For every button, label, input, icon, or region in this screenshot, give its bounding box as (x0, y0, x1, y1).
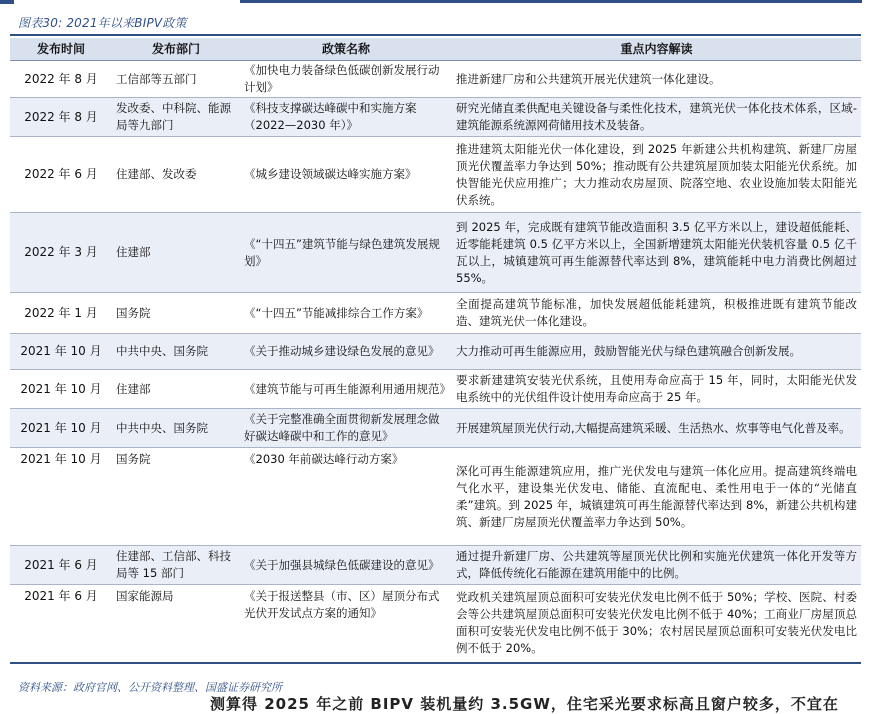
table-row (10, 546, 861, 585)
table-row (10, 448, 861, 546)
policy-table (10, 38, 861, 664)
column-header-dept: 发布部门 (112, 38, 240, 61)
cell-policy: 《关于推动城乡建设绿色发展的意见》 (240, 334, 452, 370)
cell-content: 要求新建建筑安装光伏系统，且使用寿命应高于 15 年，同时，太阳能光伏发电系统中的光伏组件设计使用寿命应高于 25 年。 (452, 370, 861, 409)
cell-policy: 《城乡建设领域碳达峰实施方案》 (240, 137, 452, 213)
cell-policy: 《2030 年前碳达峰行动方案》 (240, 448, 452, 546)
cell-date: 2021 年 10 月 (10, 409, 112, 448)
table-row (10, 98, 861, 137)
cell-date: 2021 年 10 月 (10, 448, 112, 546)
table-header-row (10, 38, 861, 61)
cell-dept: 国家能源局 (112, 585, 240, 663)
cell-content: 党政机关建筑屋顶总面积可安装光伏发电比例不低于 50%；学校、医院、村委会等公共建筑屋顶总面积可安装光伏发电比例不低于 40%；工商业厂房屋顶总面积可安装光伏发电比例不低于 30%；农村居民屋顶总面积可安装光伏发电比例不低于 20%。 (452, 585, 861, 663)
cell-content: 深化可再生能源建筑应用，推广光伏发电与建筑一体化应用。提高建筑终端电气化水平，建设集光伏发电、储能、直流配电、柔性用电于一体的“光储直柔”建筑。到 2025 年，城镇建筑可再生能源替代率达到 8%，新建公共机构建筑、新建厂房屋顶光伏覆盖率力争达到 50%。 (452, 448, 861, 546)
cell-date: 2022 年 1 月 (10, 293, 112, 334)
cell-policy: 《关于完整准确全面贯彻新发展理念做好碳达峰碳中和工作的意见》 (240, 409, 452, 448)
cell-policy: 《“十四五”建筑节能与绿色建筑发展规划》 (240, 213, 452, 293)
table-row (10, 585, 861, 663)
table-row (10, 213, 861, 293)
table-row (10, 293, 861, 334)
cell-date: 2022 年 3 月 (10, 213, 112, 293)
cell-dept: 住建部 (112, 370, 240, 409)
cell-content: 开展建筑屋顶光伏行动,大幅提高建筑采暖、生活热水、炊事等电气化普及率。 (452, 409, 861, 448)
table-row (10, 370, 861, 409)
cell-dept: 住建部 (112, 213, 240, 293)
column-header-content: 重点内容解读 (452, 38, 861, 61)
cell-content: 推进建筑太阳能光伏一体化建设，到 2025 年新建公共机构建筑、新建厂房屋顶光伏覆盖率力争达到 50%；推动既有公共建筑屋顶加装太阳能光伏系统。加快智能光伏应用推广；大力推动农房屋顶、院落空地、农业设施加装太阳能光伏系统。 (452, 137, 861, 213)
cell-policy: 《关于加强县城绿色低碳建设的意见》 (240, 546, 452, 585)
cell-date: 2022 年 8 月 (10, 98, 112, 137)
table-row (10, 409, 861, 448)
cell-content: 推进新建厂房和公共建筑开展光伏建筑一体化建设。 (452, 61, 861, 98)
body-text-line: 测算得 2025 年之前 BIPV 装机量约 3.5GW，住宅采光要求标高且窗户较多，不宜在 (210, 695, 839, 713)
column-header-date: 发布时间 (10, 38, 112, 61)
cell-policy: 《关于报送整县（市、区）屋顶分布式光伏开发试点方案的通知》 (240, 585, 452, 663)
cell-dept: 住建部、发改委 (112, 137, 240, 213)
cell-date: 2021 年 10 月 (10, 370, 112, 409)
cell-content: 研究光储直柔供配电关键设备与柔性化技术，建筑光伏一体化技术体系，区域-建筑能源系统源网荷储用技术及装备。 (452, 98, 861, 137)
table-row (10, 61, 861, 98)
cell-policy: 《加快电力装备绿色低碳创新发展行动计划》 (240, 61, 452, 98)
cell-dept: 发改委、中科院、能源局等九部门 (112, 98, 240, 137)
header-rule (240, 0, 862, 3)
column-header-policy: 政策名称 (240, 38, 452, 61)
cell-content: 大力推动可再生能源应用，鼓励智能光伏与绿色建筑融合创新发展。 (452, 334, 861, 370)
cell-dept: 国务院 (112, 293, 240, 334)
cell-policy: 《科技支撑碳达峰碳中和实施方案（2022—2030 年）》 (240, 98, 452, 137)
cell-date: 2022 年 8 月 (10, 61, 112, 98)
cell-content: 到 2025 年，完成既有建筑节能改造面积 3.5 亿平方米以上，建设超低能耗、近零能耗建筑 0.5 亿平方米以上，全国新增建筑太阳能光伏装机容量 0.5 亿千瓦以上，城镇建筑可再生能源替代率达到 8%，建筑能耗中电力消费比例超过 55%。 (452, 213, 861, 293)
table-row (10, 334, 861, 370)
cell-content: 通过提升新建厂房、公共建筑等屋顶光伏比例和实施光伏建筑一体化开发等方式，降低传统化石能源在建筑用能中的比例。 (452, 546, 861, 585)
header-accent-mark (0, 0, 14, 4)
figure-title: 图表30: 2021年以来BIPV政策 (18, 16, 187, 30)
cell-dept: 工信部等五部门 (112, 61, 240, 98)
figure-title-rule (10, 34, 861, 36)
table-row (10, 137, 861, 213)
cell-date: 2021 年 6 月 (10, 585, 112, 663)
cell-content: 全面提高建筑节能标准，加快发展超低能耗建筑，积极推进既有建筑节能改造、建筑光伏一体化建设。 (452, 293, 861, 334)
cell-date: 2022 年 6 月 (10, 137, 112, 213)
cell-policy: 《“十四五”节能减排综合工作方案》 (240, 293, 452, 334)
source-note: 资料来源：政府官网、公开资料整理、国盛证券研究所 (18, 681, 282, 694)
cell-dept: 住建部、工信部、科技局等 15 部门 (112, 546, 240, 585)
cell-dept: 中共中央、国务院 (112, 334, 240, 370)
cell-date: 2021 年 6 月 (10, 546, 112, 585)
cell-policy: 《建筑节能与可再生能源利用通用规范》 (240, 370, 452, 409)
cell-dept: 中共中央、国务院 (112, 409, 240, 448)
cell-dept: 国务院 (112, 448, 240, 546)
cell-date: 2021 年 10 月 (10, 334, 112, 370)
